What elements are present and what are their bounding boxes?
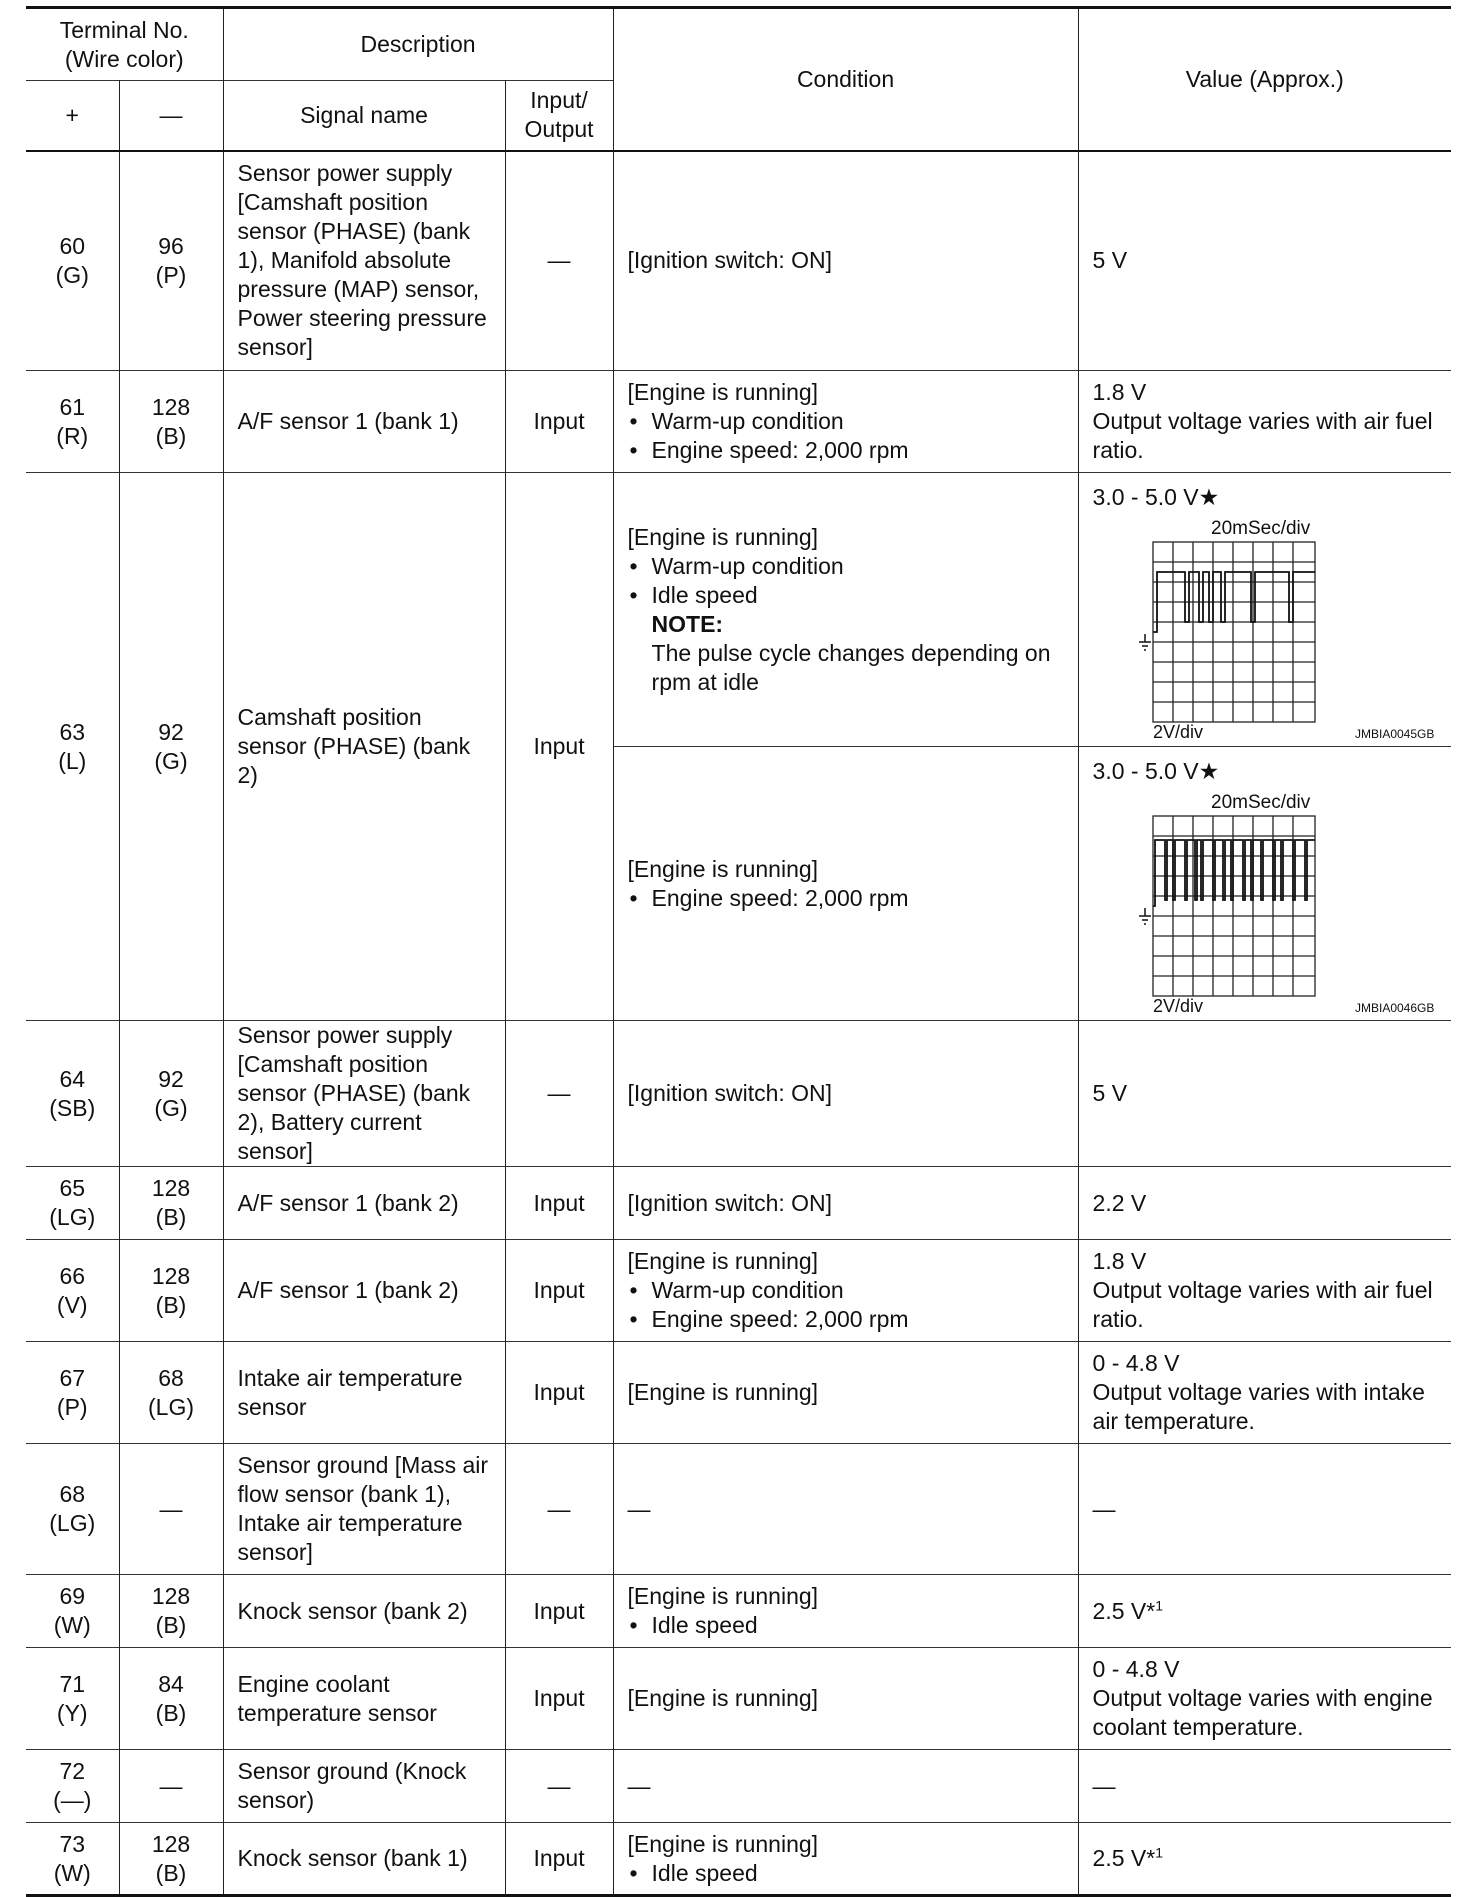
io-type: Input bbox=[505, 473, 613, 1021]
neg-terminal: 128 (B) bbox=[119, 1575, 223, 1648]
signal-name: A/F sensor 1 (bank 2) bbox=[223, 1167, 505, 1240]
table-row bbox=[26, 1342, 1451, 1444]
neg-terminal: 128 (B) bbox=[119, 1240, 223, 1342]
ecm-terminal-table bbox=[26, 6, 1451, 1897]
value: — bbox=[1078, 1444, 1451, 1575]
oscilloscope-waveform-2000rpm bbox=[1093, 788, 1438, 1020]
io-type: Input bbox=[505, 1342, 613, 1444]
table-row bbox=[26, 1240, 1451, 1342]
svg-text:JMBIA0045GB: JMBIA0045GB bbox=[1354, 727, 1434, 741]
condition: [Engine is running] • Idle speed bbox=[613, 1575, 1078, 1648]
pos-terminal: 60 (G) bbox=[26, 151, 119, 371]
io-type: Input bbox=[505, 1167, 613, 1240]
neg-terminal: 92 (G) bbox=[119, 473, 223, 1021]
table-row bbox=[26, 473, 1451, 747]
value: 5 V bbox=[1078, 1021, 1451, 1167]
value: — bbox=[1078, 1750, 1451, 1823]
signal-name: A/F sensor 1 (bank 2) bbox=[223, 1240, 505, 1342]
value: 2.2 V bbox=[1078, 1167, 1451, 1240]
condition: [Engine is running] • Warm-up condition • Idle speed NOTE: The pulse cycle changes depending on rpm at idle bbox=[613, 473, 1078, 747]
header-minus: — bbox=[119, 81, 223, 151]
condition: [Engine is running] • Engine speed: 2,000 rpm bbox=[613, 747, 1078, 1021]
header-value: Value (Approx.) bbox=[1078, 8, 1451, 151]
io-type: — bbox=[505, 1444, 613, 1575]
neg-terminal: 128 (B) bbox=[119, 371, 223, 473]
table-row bbox=[26, 1444, 1451, 1575]
condition: [Ignition switch: ON] bbox=[613, 1167, 1078, 1240]
value: 3.0 - 5.0 V★ 20mSec/div 2V/div JMBIA0045GB bbox=[1078, 473, 1451, 747]
signal-name: Intake air temperature sensor bbox=[223, 1342, 505, 1444]
header-io: Input/ Output bbox=[505, 81, 613, 151]
table-row bbox=[26, 1750, 1451, 1823]
neg-terminal: 96 (P) bbox=[119, 151, 223, 371]
condition: [Engine is running] bbox=[613, 1648, 1078, 1750]
io-type: Input bbox=[505, 371, 613, 473]
neg-terminal: — bbox=[119, 1444, 223, 1575]
value: 1.8 V Output voltage varies with air fuel ratio. bbox=[1078, 1240, 1451, 1342]
condition: [Engine is running] • Warm-up condition • Engine speed: 2,000 rpm bbox=[613, 371, 1078, 473]
header-terminal: Terminal No. (Wire color) bbox=[26, 8, 223, 81]
condition: [Engine is running] • Warm-up condition • Engine speed: 2,000 rpm bbox=[613, 1240, 1078, 1342]
pos-terminal: 73 (W) bbox=[26, 1823, 119, 1896]
header-condition: Condition bbox=[613, 8, 1078, 151]
condition: [Engine is running] • Idle speed bbox=[613, 1823, 1078, 1896]
neg-terminal: 92 (G) bbox=[119, 1021, 223, 1167]
svg-text:20mSec/div: 20mSec/div bbox=[1210, 518, 1310, 539]
condition: [Ignition switch: ON] bbox=[613, 151, 1078, 371]
table-row bbox=[26, 1167, 1451, 1240]
neg-terminal: 68 (LG) bbox=[119, 1342, 223, 1444]
pos-terminal: 67 (P) bbox=[26, 1342, 119, 1444]
pos-terminal: 63 (L) bbox=[26, 473, 119, 1021]
signal-name: Sensor power supply [Camshaft position sensor (PHASE) (bank 1), Manifold absolute pressure (MAP) sensor, Power steering pressure sensor] bbox=[223, 151, 505, 371]
value: 0 - 4.8 V Output voltage varies with intake air temperature. bbox=[1078, 1342, 1451, 1444]
table-row bbox=[26, 151, 1451, 371]
value: 2.5 V*$^1$ bbox=[1078, 1575, 1451, 1648]
table-row bbox=[26, 1021, 1451, 1167]
condition: [Engine is running] bbox=[613, 1342, 1078, 1444]
value: 0 - 4.8 V Output voltage varies with engine coolant temperature. bbox=[1078, 1648, 1451, 1750]
condition: — bbox=[613, 1444, 1078, 1575]
io-type: Input bbox=[505, 1575, 613, 1648]
header-description: Description bbox=[223, 8, 613, 81]
condition: [Ignition switch: ON] bbox=[613, 1021, 1078, 1167]
svg-text:JMBIA0046GB: JMBIA0046GB bbox=[1354, 1001, 1434, 1015]
neg-terminal: 128 (B) bbox=[119, 1167, 223, 1240]
table-row bbox=[26, 1648, 1451, 1750]
io-type: — bbox=[505, 151, 613, 371]
pos-terminal: 66 (V) bbox=[26, 1240, 119, 1342]
pos-terminal: 68 (LG) bbox=[26, 1444, 119, 1575]
oscilloscope-waveform-idle bbox=[1093, 514, 1438, 746]
signal-name: Sensor ground (Knock sensor) bbox=[223, 1750, 505, 1823]
signal-name: Knock sensor (bank 2) bbox=[223, 1575, 505, 1648]
signal-name: Sensor power supply [Camshaft position sensor (PHASE) (bank 2), Battery current sensor] bbox=[223, 1021, 505, 1167]
table-row bbox=[26, 371, 1451, 473]
condition: — bbox=[613, 1750, 1078, 1823]
neg-terminal: 84 (B) bbox=[119, 1648, 223, 1750]
pos-terminal: 65 (LG) bbox=[26, 1167, 119, 1240]
io-type: Input bbox=[505, 1648, 613, 1750]
header-signal-name: Signal name bbox=[223, 81, 505, 151]
pos-terminal: 69 (W) bbox=[26, 1575, 119, 1648]
terminal-table-sheet bbox=[26, 6, 1451, 1897]
svg-text:2V/div: 2V/div bbox=[1152, 722, 1203, 742]
value: 3.0 - 5.0 V★ 20mSec/div 2V/div JMBIA0046GB bbox=[1078, 747, 1451, 1021]
signal-name: A/F sensor 1 (bank 1) bbox=[223, 371, 505, 473]
value: 2.5 V*$^1$ bbox=[1078, 1823, 1451, 1896]
pos-terminal: 72 (—) bbox=[26, 1750, 119, 1823]
signal-name: Sensor ground [Mass air flow sensor (bank 1), Intake air temperature sensor] bbox=[223, 1444, 505, 1575]
pos-terminal: 61 (R) bbox=[26, 371, 119, 473]
signal-name: Engine coolant temperature sensor bbox=[223, 1648, 505, 1750]
signal-name: Knock sensor (bank 1) bbox=[223, 1823, 505, 1896]
table-row bbox=[26, 1823, 1451, 1896]
pos-terminal: 71 (Y) bbox=[26, 1648, 119, 1750]
header-plus: + bbox=[26, 81, 119, 151]
neg-terminal: 128 (B) bbox=[119, 1823, 223, 1896]
io-type: — bbox=[505, 1021, 613, 1167]
io-type: Input bbox=[505, 1240, 613, 1342]
io-type: Input bbox=[505, 1823, 613, 1896]
value: 5 V bbox=[1078, 151, 1451, 371]
value: 1.8 V Output voltage varies with air fuel ratio. bbox=[1078, 371, 1451, 473]
svg-text:20mSec/div: 20mSec/div bbox=[1210, 792, 1310, 813]
io-type: — bbox=[505, 1750, 613, 1823]
neg-terminal: — bbox=[119, 1750, 223, 1823]
pos-terminal: 64 (SB) bbox=[26, 1021, 119, 1167]
table-row bbox=[26, 1575, 1451, 1648]
svg-text:2V/div: 2V/div bbox=[1152, 996, 1203, 1016]
signal-name: Camshaft position sensor (PHASE) (bank 2) bbox=[223, 473, 505, 1021]
